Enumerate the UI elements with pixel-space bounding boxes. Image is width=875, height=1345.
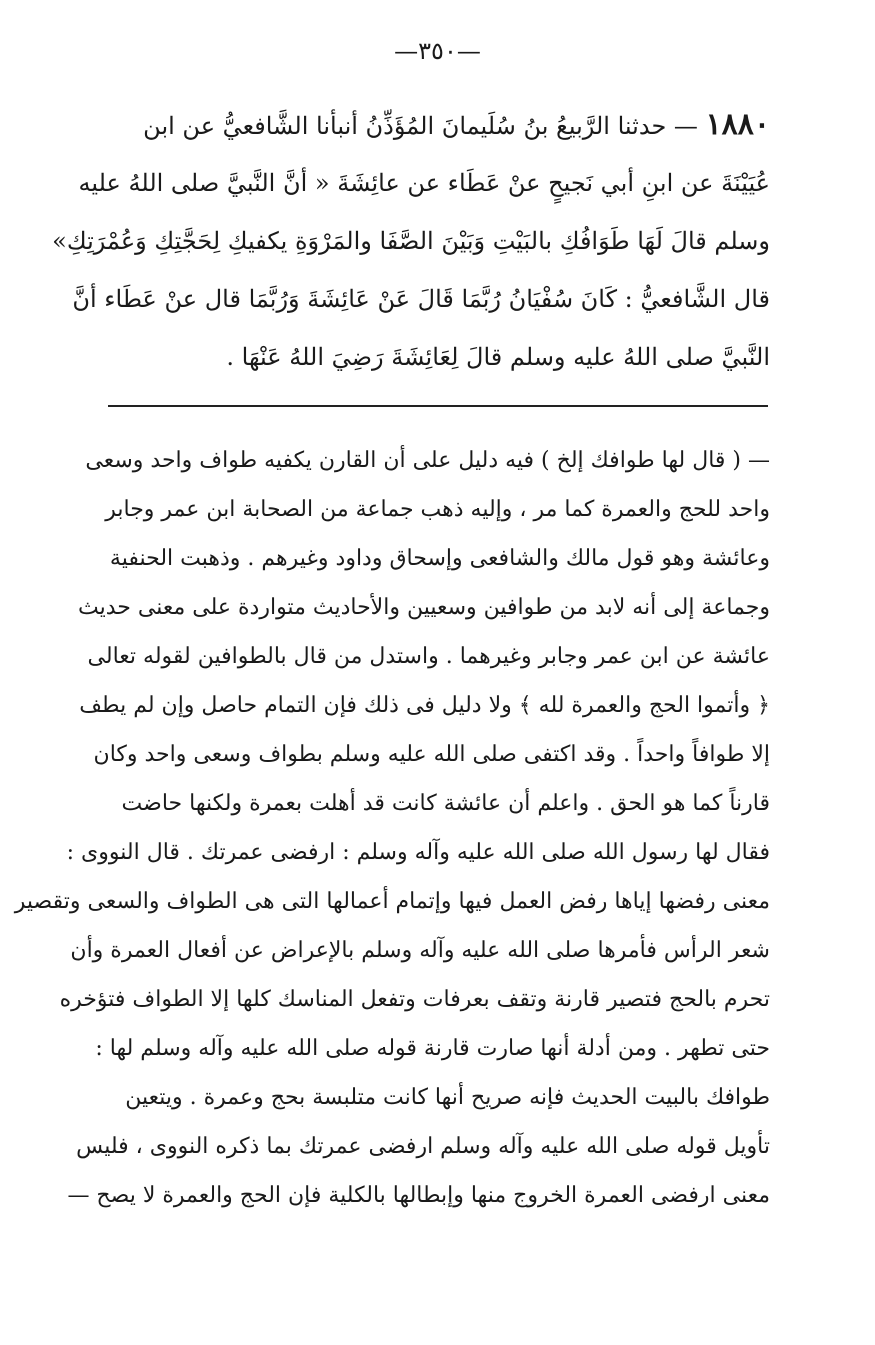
commentary-line: وجماعة إلى أنه لابد من طوافين وسعيين والأحاديث متواردة على معنى حديث bbox=[78, 595, 770, 620]
commentary-line: شعر الرأس فأمرها صلى الله عليه وآله وسلم بالإعراض عن أفعال العمرة وأن bbox=[70, 938, 770, 963]
commentary-line: حتى تطهر . ومن أدلة أنها صارت قارنة قوله صلى الله عليه وآله وسلم لها : bbox=[95, 1036, 770, 1061]
hadith-line: قال الشَّافعيُّ : كَانَ سُفْيَانُ رُبَّمَا قَالَ عَنْ عَائِشَةَ وَرُبَّمَا قال عنْ عَطَاء أنَّ bbox=[72, 285, 770, 313]
commentary-line: تأويل قوله صلى الله عليه وآله وسلم ارفضى عمرتك بما ذكره النووى ، فليس bbox=[76, 1134, 770, 1159]
commentary-line: واحد للحج والعمرة كما مر ، وإليه ذهب جماعة من الصحابة ابن عمر وجابر bbox=[105, 497, 770, 522]
hadith-line: عُيَيْنَةَ عن ابنِ أبي نَجيحٍ عنْ عَطَاء عن عائِشَةَ « أنَّ النَّبيَّ صلى اللهُ عليه bbox=[78, 169, 770, 197]
commentary-text bbox=[14, 436, 770, 1220]
hadith-text bbox=[52, 96, 770, 386]
commentary-line: إلا طوافاً واحداً . وقد اكتفى صلى الله عليه وسلم بطواف وسعى واحد وكان bbox=[93, 742, 770, 767]
hadith-line: النَّبيَّ صلى اللهُ عليه وسلم قالَ لِعَائِشَةَ رَضِيَ اللهُ عَنْهَا . bbox=[226, 343, 770, 371]
commentary-line: قارناً كما هو الحق . واعلم أن عائشة كانت قد أهلت بعمرة ولكنها حاضت bbox=[121, 791, 770, 816]
page-number: —٣٥٠— bbox=[394, 37, 481, 65]
commentary-line: فقال لها رسول الله صلى الله عليه وآله وسلم : ارفضى عمرتك . قال النووى : bbox=[66, 840, 770, 865]
commentary-line: عائشة عن ابن عمر وجابر وغيرهما . واستدل من قال بالطوافين لقوله تعالى bbox=[87, 644, 770, 669]
commentary-line: — ( قال لها طوافك إلخ ) فيه دليل على أن القارن يكفيه طواف واحد وسعى bbox=[85, 448, 770, 473]
hadith-number: ١٨٨٠ bbox=[705, 107, 770, 142]
commentary-line: ﴿ وأتموا الحج والعمرة لله ﴾ ولا دليل فى ذلك فإن التمام حاصل وإن لم يطف bbox=[79, 693, 770, 718]
commentary-line: طوافك بالبيت الحديث فإنه صريح أنها كانت متلبسة بحج وعمرة . ويتعين bbox=[125, 1085, 770, 1110]
hadith-line: وسلم قالَ لَهَا طَوَافُكِ بالبَيْتِ وَبَيْنَ الصَّفَا والمَرْوَةِ يكفيكِ لِحَجَّتِكِ وَعُمْرَتِكِ» bbox=[52, 227, 770, 255]
commentary-line: معنى رفضها إياها رفض العمل فيها وإتمام أعمالها التى هى الطواف والسعى وتقصير bbox=[14, 889, 770, 914]
footnote-separator bbox=[108, 405, 768, 407]
commentary-line: وعائشة وهو قول مالك والشافعى وإسحاق وداود وغيرهم . وذهبت الحنفية bbox=[109, 546, 770, 571]
commentary-line: معنى ارفضى العمرة الخروج منها وإبطالها بالكلية فإن الحج والعمرة لا يصح — bbox=[67, 1183, 770, 1208]
commentary-line: تحرم بالحج فتصير قارنة وتقف بعرفات وتفعل المناسك كلها إلا الطواف فتؤخره bbox=[59, 987, 770, 1012]
hadith-line-text: — حدثنا الرَّبيعُ بنُ سُلَيمانَ المُؤَذِّنُ أنبأنا الشَّافعيُّ عن ابن bbox=[143, 112, 698, 140]
hadith-line bbox=[110, 96, 770, 154]
